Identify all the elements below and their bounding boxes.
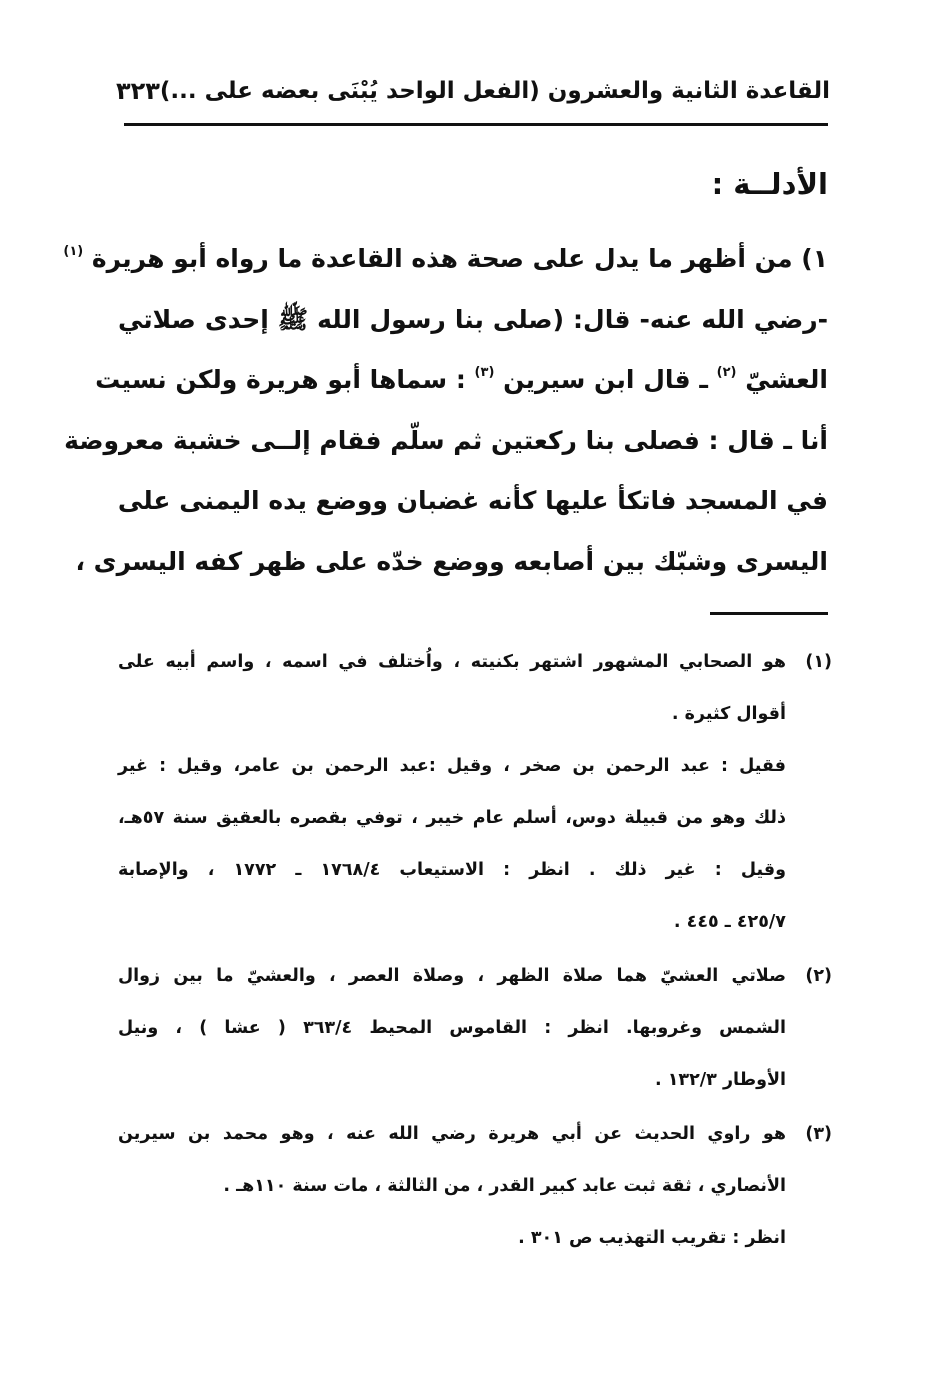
footnote-number: (٣) (805, 1124, 832, 1144)
footnote-ref[interactable]: (١) (63, 244, 84, 259)
body-line (118, 471, 828, 532)
body-line-text: العشيّ (745, 365, 828, 394)
footnotes (118, 636, 832, 1264)
footnote-ref[interactable]: (٢) (716, 365, 737, 380)
footnote-ref[interactable]: (٣) (474, 365, 495, 380)
footnote-line: الأنصاري ، ثقة ثبت عابد كبير القدر ، من الثالثة ، مات سنة ١١٠هـ . (223, 1176, 786, 1196)
footnote-number: (١) (805, 652, 832, 672)
footnote-line: ٤٢٥/٧ ـ ٤٤٥ . (673, 912, 786, 932)
page-number: ٣٢٣ (115, 77, 160, 105)
body-line-text: اليسرى وشبّك بين أصابعه ووضع خدّه على ظهر كفه اليسرى ، (75, 546, 828, 576)
footnote-line: فقيل : عبد الرحمن بن صخر ، وقيل :عبد الرحمن بن عامر، وقيل : غير (118, 756, 786, 776)
footnote-3 (118, 1108, 832, 1264)
footnote-number: (٢) (805, 966, 832, 986)
section-heading: الأدلــة : (711, 167, 828, 201)
body-line-text: -رضي الله عنه- قال: (صلى بنا رسول الله ﷺ إحدى صلاتي (118, 304, 828, 334)
body-line-text: في المسجد فاتكأ عليها كأنه غضبان ووضع يده اليمنى على (117, 486, 828, 515)
footnote-line: الأوطار ١٣٢/٣ . (654, 1070, 786, 1090)
footnote-line: أقوال كثيرة . (671, 704, 786, 724)
body-line (75, 532, 828, 593)
main-text (63, 229, 828, 592)
footnote-2 (118, 950, 832, 1106)
footnote-line: صلاتي العشيّ هما صلاة الظهر ، وصلاة العصر ، والعشيّ ما بين زوال (118, 966, 786, 986)
footnote-1 (118, 636, 832, 948)
footnote-separator (710, 612, 828, 615)
body-line (95, 350, 828, 411)
footnote-line: هو الصحابي المشهور اشتهر بكنيته ، واُختلف في اسمه ، واسم أبيه على (118, 652, 786, 672)
body-line-text: أنا ـ قال : فصلى بنا ركعتين ثم سلّم فقام إلــى خشبة معروضة (64, 425, 828, 455)
footnote-line: هو راوي الحديث عن أبي هريرة رضي الله عنه ، وهو محمد بن سيرين (118, 1124, 786, 1144)
footnote-line: انظر : تقريب التهذيب ص ٣٠١ . (518, 1228, 786, 1248)
header-rule (124, 123, 828, 126)
body-line-text: ـ قال ابن سيرين (503, 365, 708, 394)
body-line (63, 229, 828, 290)
footnote-line: وقيل : غير ذلك . انظر : الاستيعاب ١٧٦٨/٤ ـ ١٧٧٢ ، والإصابة (118, 860, 786, 880)
footnote-line: ذلك وهو من قبيلة دوس، أسلم عام خيبر ، توفي بقصره بالعقيق سنة ٥٧هـ، (118, 808, 786, 828)
page-header (115, 66, 830, 116)
body-line (118, 290, 828, 351)
body-line (64, 411, 828, 472)
running-title: القاعدة الثانية والعشرون (الفعل الواحد يُبْنَى بعضه على ...) (159, 78, 830, 104)
body-line-text: : سماها أبو هريرة ولكن نسيت (95, 365, 466, 394)
footnote-line: الشمس وغروبها. انظر : القاموس المحيط ٣٦٣/٤ ( عشا ) ، ونيل (118, 1018, 786, 1038)
body-line-text: ١) من أظهر ما يدل على صحة هذه القاعدة ما رواه أبو هريرة (91, 244, 828, 273)
